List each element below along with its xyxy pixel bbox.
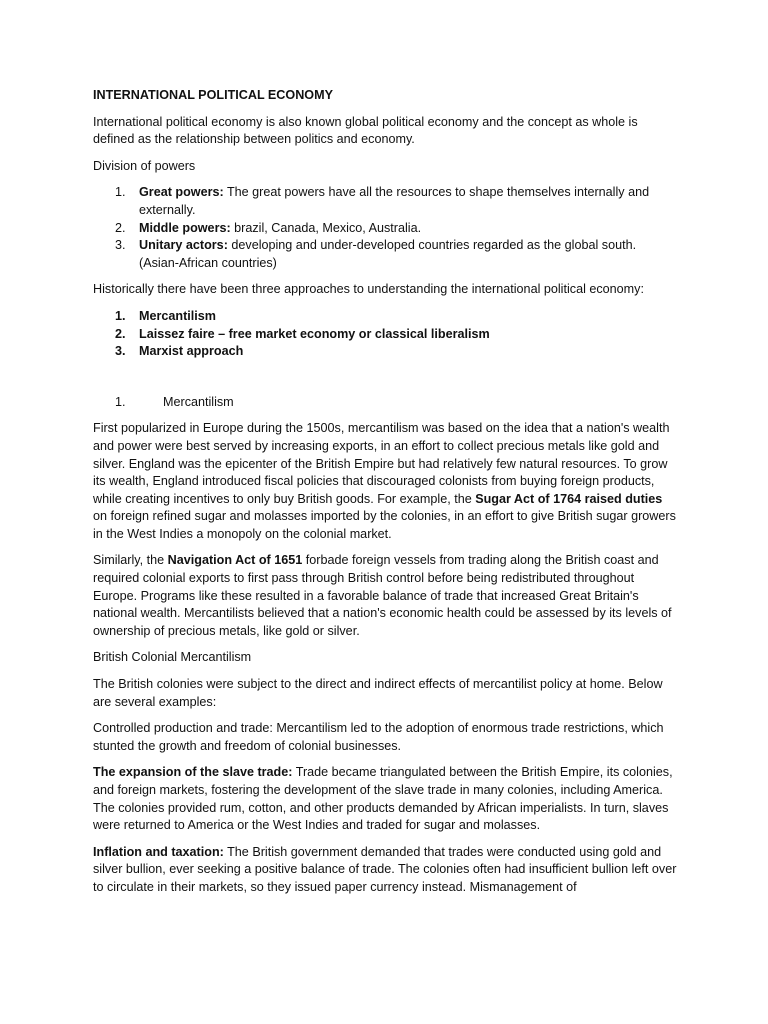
list-item-text: Marxist approach bbox=[139, 344, 244, 359]
paragraph-bold-text: Navigation Act of 1651 bbox=[167, 553, 303, 568]
section-heading bbox=[93, 394, 678, 412]
list-number: 1. bbox=[115, 308, 126, 323]
paragraph-controlled-production: Controlled production and trade: Mercantilism led to the adoption of enormous trade restrictions, which stunted the growth and freedom of colonial businesses. bbox=[93, 721, 664, 753]
spacer bbox=[93, 370, 678, 394]
list-item bbox=[93, 184, 678, 219]
paragraph-bold-text: Inflation and taxation: bbox=[93, 844, 224, 859]
list-item-label: Great powers: bbox=[139, 185, 224, 200]
list-item bbox=[93, 326, 678, 344]
list-item-label: Unitary actors: bbox=[139, 238, 228, 253]
list-number: 2. bbox=[115, 326, 126, 341]
list-item bbox=[93, 237, 678, 272]
list-item-text: Laissez faire – free market economy or classical liberalism bbox=[139, 326, 490, 341]
list-item-text: brazil, Canada, Mexico, Australia. bbox=[230, 220, 422, 235]
document-title: INTERNATIONAL POLITICAL ECONOMY bbox=[93, 88, 333, 102]
list-item-text: Mercantilism bbox=[139, 308, 216, 323]
section-title: Mercantilism bbox=[163, 394, 234, 409]
paragraph-text: First popularized in Europe during the 1500s, mercantilism was based on the idea that a nation's wealth and power were best served by increasing exports, in an effort to collect precious metals like gold and silver. England was the epicenter of the British Empire but had relatively few natural resources. To grow its wealth, England introduced fiscal policies that discouraged colonists from buying foreign products, while creating incentives to only buy British goods. For example, the bbox=[93, 421, 670, 506]
list-number: 3. bbox=[115, 238, 126, 253]
paragraph-colonies: The British colonies were subject to the direct and indirect effects of mercantilist policy at home. Below are several examples: bbox=[93, 677, 663, 709]
paragraph-navigation-act bbox=[93, 552, 678, 640]
division-heading: Division of powers bbox=[93, 158, 196, 173]
list-item bbox=[93, 343, 678, 361]
list-number: 1. bbox=[115, 185, 126, 200]
paragraph-bold-text: The expansion of the slave trade: bbox=[93, 765, 293, 780]
subheading: British Colonial Mercantilism bbox=[93, 650, 252, 665]
list-item-text: developing and under-developed countries regarded as the global south. (Asian-African countries) bbox=[139, 238, 637, 270]
paragraph-text: Trade became triangulated between the British Empire, its colonies, and foreign markets, fostering the development of the slave trade in many colonies, including America. The colonies provided rum, cotton, and other products demanded by African imperialists. In turn, slaves were returned to America or the West Indies and traded for sugar and molasses. bbox=[93, 765, 673, 833]
list-item bbox=[93, 220, 678, 238]
paragraph-text: The British government demanded that trades were conducted using gold and silver bullion, ever seeking a positive balance of trade. The colonies often had insufficient bullion left over to circulate in their markets, so they issued paper currency instead. Mismanagement of bbox=[93, 844, 677, 894]
list-item bbox=[93, 308, 678, 326]
paragraph-mercantilism bbox=[93, 420, 678, 543]
paragraph-inflation bbox=[93, 844, 678, 897]
paragraph-text: forbade foreign vessels from trading along the British coast and required colonial exports to first pass through British control before being redistributed throughout Europe. Programs like these resulted in a favorable balance of trade that increased Great Britain's national wealth. Mercantilists believed that a nation's economic health could be assessed by its levels of ownership of precious metals, like gold or silver. bbox=[93, 553, 672, 638]
paragraph-bold-text: Sugar Act of 1764 raised duties bbox=[475, 491, 663, 506]
list-number: 2. bbox=[115, 220, 126, 235]
section-number: 1. bbox=[115, 394, 126, 409]
paragraph-text: on foreign refined sugar and molasses imported by the colonies, in an effort to give British sugar growers in the West Indies a monopoly on the colonial market. bbox=[93, 509, 676, 541]
paragraph-text: Similarly, the bbox=[93, 553, 168, 568]
division-list bbox=[93, 184, 678, 272]
paragraph-slave-trade bbox=[93, 764, 678, 834]
list-item-label: Middle powers: bbox=[139, 220, 231, 235]
list-number: 3. bbox=[115, 344, 126, 359]
approaches-intro: Historically there have been three approaches to understanding the international political economy: bbox=[93, 282, 644, 297]
intro-paragraph: International political economy is also known global political economy and the concept as whole is defined as the relationship between politics and economy. bbox=[93, 114, 638, 147]
list-item-text: The great powers have all the resources to shape themselves internally and externally. bbox=[139, 185, 650, 217]
approaches-list bbox=[93, 308, 678, 361]
